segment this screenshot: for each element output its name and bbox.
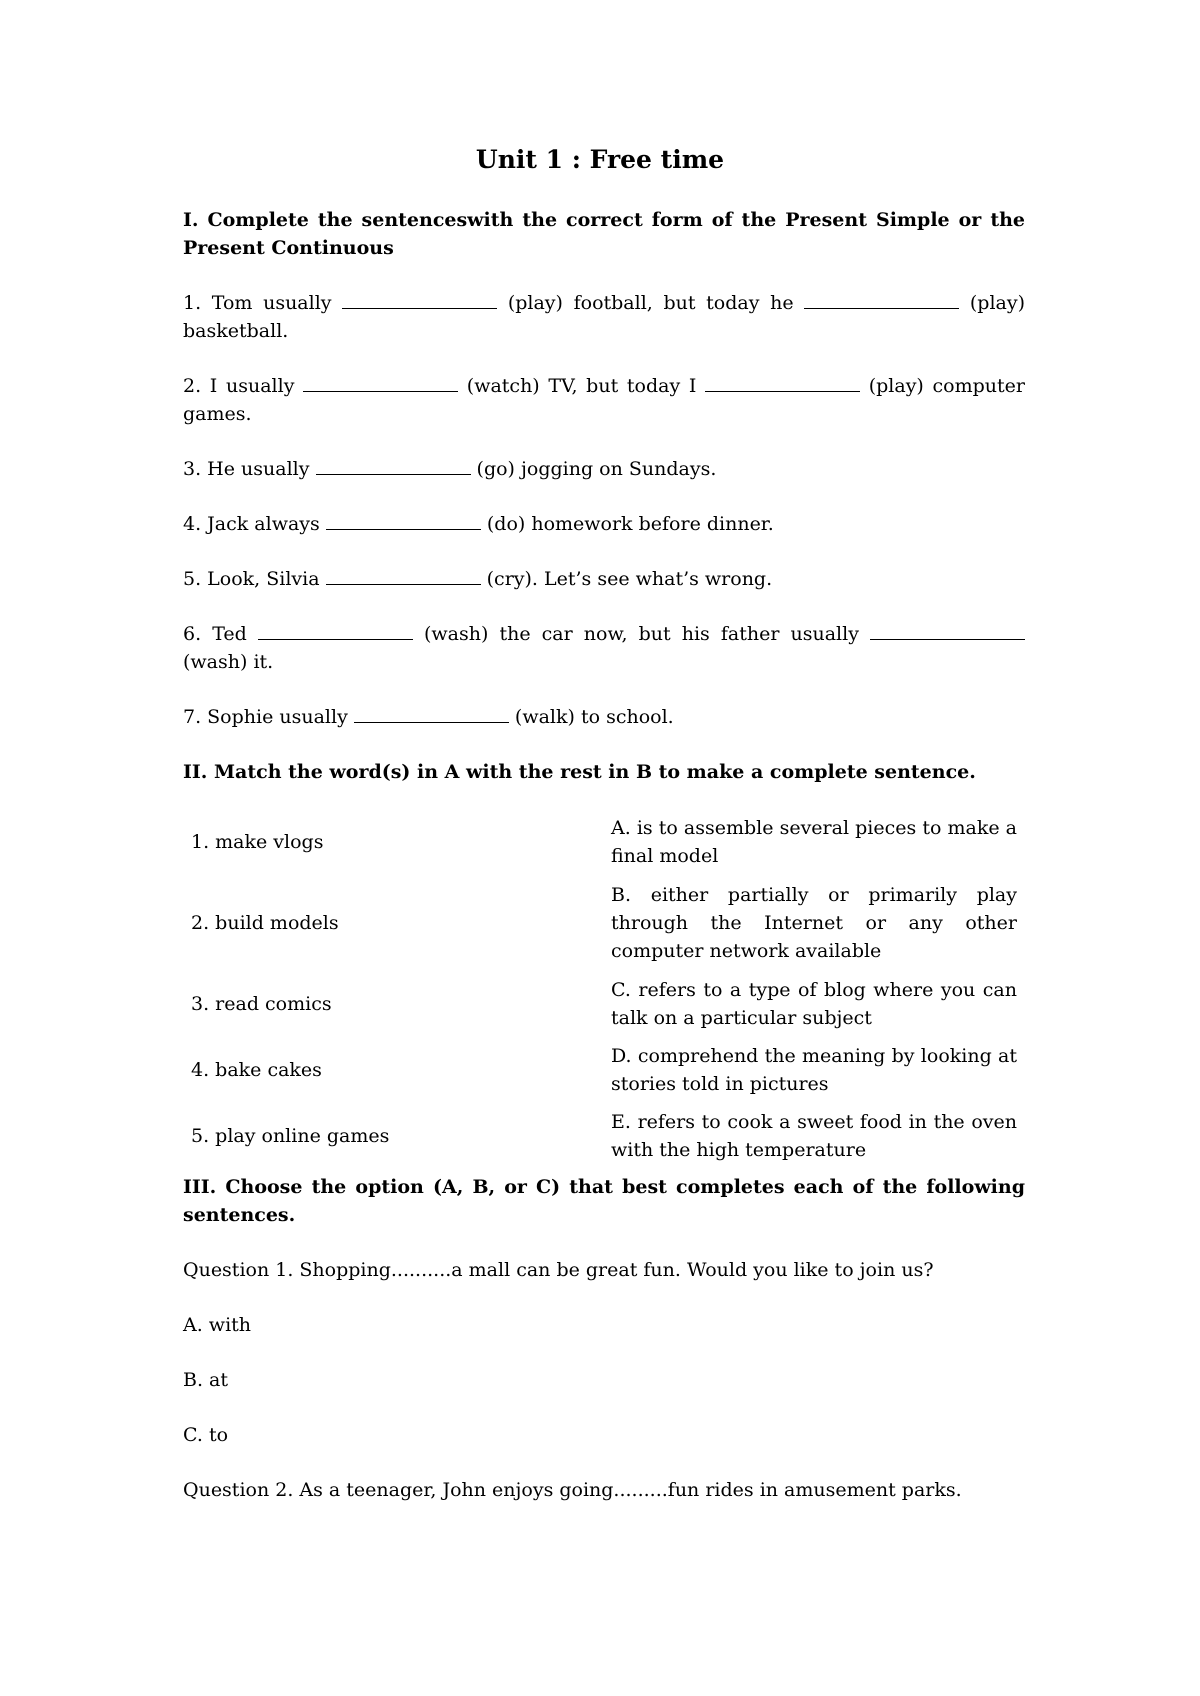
- answer-blank: [326, 511, 481, 530]
- column-b-cell: A. is to assemble several pieces to make a final model: [611, 816, 1017, 867]
- answer-blank: [870, 621, 1025, 640]
- column-a-cell: 2. build models: [191, 911, 339, 934]
- answer-blank: [705, 373, 860, 392]
- answer-blank: [354, 704, 509, 723]
- column-b-cell: D. comprehend the meaning by looking at stories told in pictures: [611, 1045, 1017, 1095]
- exercise-item-4: 4. Jack always (do) homework before dinner.: [183, 513, 774, 535]
- answer-blank: [326, 566, 481, 585]
- answer-blank: [804, 290, 959, 309]
- section-2-heading: II. Match the word(s) in A with the rest in B to make a complete sentence.: [183, 761, 976, 783]
- matching-table: [183, 808, 1025, 1169]
- answer-blank: [303, 373, 458, 392]
- option-a: A. with: [183, 1314, 252, 1336]
- column-a-cell: 5. play online games: [191, 1125, 390, 1147]
- section-3-heading: III. Choose the option (A, B, or C) that best completes each of the following sentences.: [183, 1176, 1025, 1226]
- exercise-item-6: 6. Ted (wash) the car now, but his father usually (wash) it.: [183, 620, 1025, 676]
- table-row: [183, 970, 1025, 1037]
- option-c: C. to: [183, 1424, 229, 1446]
- page-title: Unit 1 : Free time: [475, 145, 725, 174]
- table-row: [183, 1103, 1025, 1169]
- column-a-cell: 4. bake cakes: [191, 1059, 322, 1081]
- section-1-heading: I. Complete the sentenceswith the correct form of the Present Simple or the Present Continuous: [183, 209, 1025, 259]
- exercise-item-5: 5. Look, Silvia (cry). Let’s see what’s wrong.: [183, 568, 773, 590]
- exercise-item-2: 2. I usually (watch) TV, but today I (play) computer games.: [183, 375, 1025, 425]
- answer-blank: [258, 621, 413, 640]
- option-b: B. at: [183, 1369, 229, 1391]
- table-row: [183, 808, 1025, 875]
- worksheet-content: [183, 206, 1025, 1504]
- exercise-item-7: 7. Sophie usually (walk) to school.: [183, 706, 674, 728]
- question-1: Question 1. Shopping..........a mall can be great fun. Would you like to join us?: [183, 1259, 934, 1281]
- column-a-cell: 1. make vlogs: [191, 830, 324, 853]
- exercise-item-3: 3. He usually (go) jogging on Sundays.: [183, 458, 717, 480]
- column-a-cell: 3. read comics: [191, 992, 332, 1015]
- column-b-cell: E. refers to cook a sweet food in the oven with the high temperature: [611, 1111, 1017, 1161]
- answer-blank: [316, 456, 471, 475]
- exercise-item-1: 1. Tom usually (play) football, but today he (play) basketball.: [183, 292, 1026, 342]
- table-row: [183, 1037, 1025, 1103]
- column-b-cell: C. refers to a type of blog where you can talk on a particular subject: [611, 978, 1017, 1029]
- question-2: Question 2. As a teenager, John enjoys going.........fun rides in amusement parks.: [183, 1479, 962, 1501]
- answer-blank: [342, 290, 497, 309]
- column-b-cell: B. either partially or primarily play through the Internet or any other computer network available: [611, 883, 1017, 962]
- table-row: [183, 875, 1025, 970]
